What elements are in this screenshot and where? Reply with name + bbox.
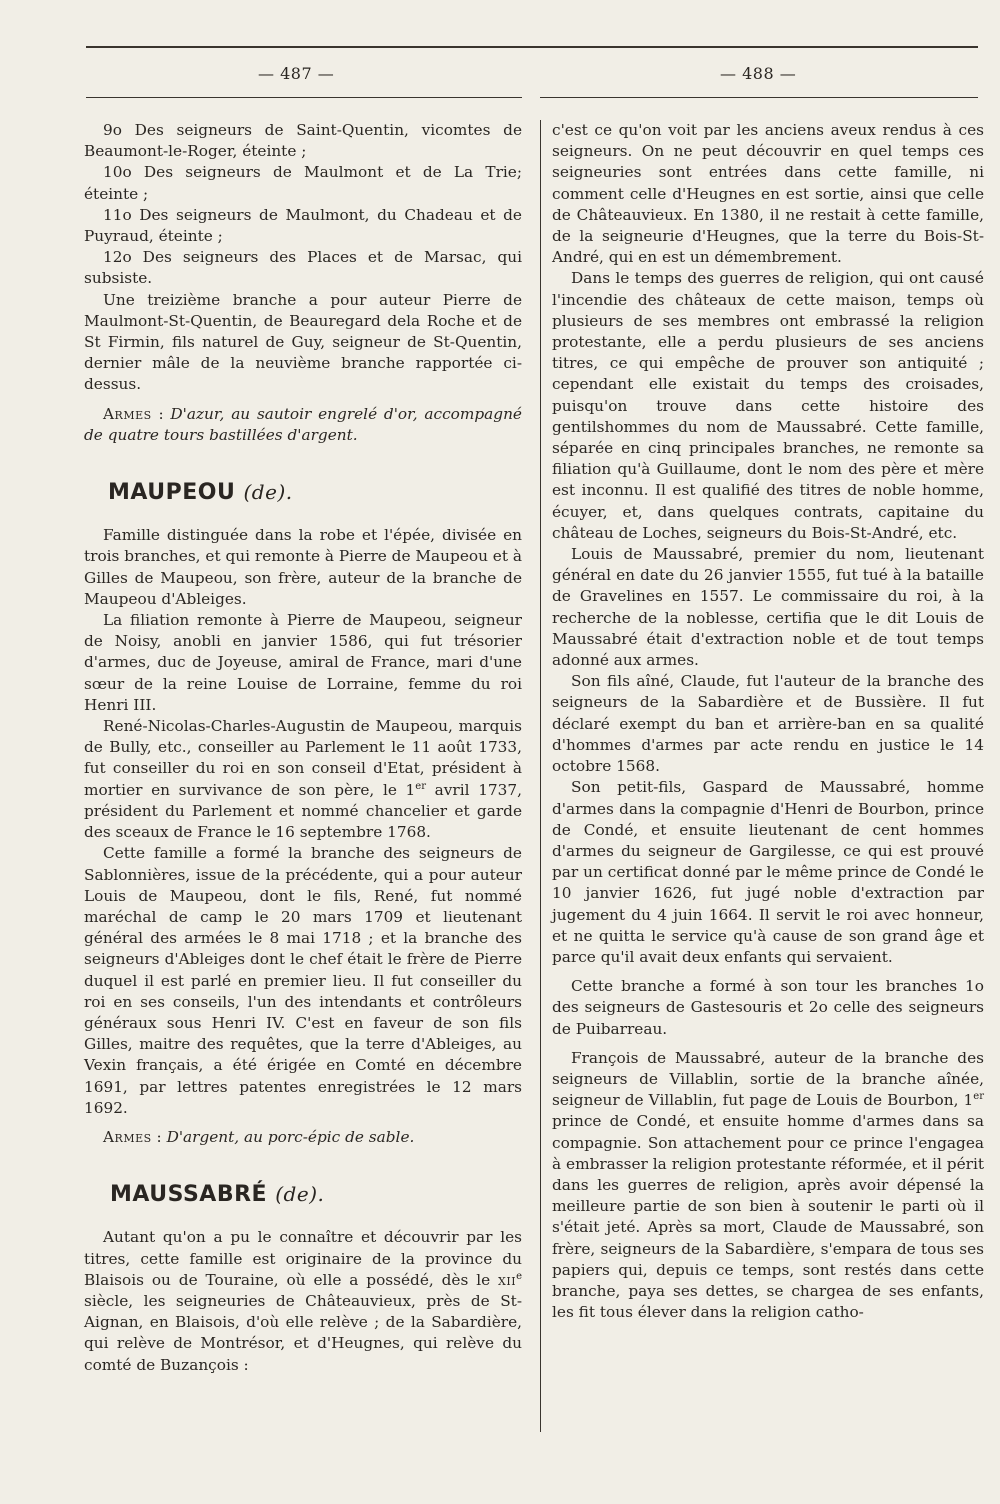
arms-label: Armes (103, 1127, 152, 1146)
arms-saint-quentin: Armes : D'azur, au sautoir engrelé d'or, accompagné de quatre tours bastillées d'argent. (84, 404, 522, 444)
right-page-number: — 488 — (720, 64, 797, 83)
branch-12: 12o Des seigneurs des Places et de Marsac, qui subsiste. (84, 248, 522, 288)
maupeou-de: (de). (243, 480, 293, 505)
maupeou-para-2: La filiation remonte à Pierre de Maupeou, seigneur de Noisy, anobli en janvier 1586, qui fut trésorier d'armes, duc de Joyeuse, amiral de France, mari d'une sœur de la reine Louise de Lorraine, femme du roi Henri III. (84, 611, 522, 714)
right-para-7: François de Maussabré, auteur de la branche des seigneurs de Villablin, sortie de la branche aînée, seigneur de Villablin, fut page de Louis de Bourbon, 1er prince de Condé, et ensuite homme d'armes dans sa compagnie. Son attachement pour ce prince l'engagea à embrasser la religion protestante réformée, et il périt dans les guerres de religion, après avoir dépensé la meilleure partie de son bien à soutenir le parti où il s'était jeté. Après sa mort, Claude de Maussabré, son frère, seigneurs de la Sabardière, s'empara de tous ses papiers qui, depuis ce temps, sont restés dans cette branche, paya ses dettes, se chargea de ses enfants, les fit tous élever dans la religion catho- (552, 1048, 984, 1322)
top-rule (86, 46, 978, 48)
maussabre-para-1: Autant qu'on a pu le connaître et découvrir par les titres, cette famille est originaire de la province du Blaisois ou de Touraine, où elle a possédé, dès le xii$^e$ siècle, les seigneuries de Châteauvieux, près de St-Aignan, en Blaisois, d'où elle relève ; de la Sabardière, qui relève de Montrésor, et d'Heugnes, qui relève du comté de Buzançois : (84, 1228, 522, 1374)
right-para-2: Dans le temps des guerres de religion, qui ont causé l'incendie des châteaux de cette maison, temps où plusieurs de ses membres ont embrassé la religion protestante, elle a perdu plusieurs de ses anciens titres, ce qui empêche de prouver son antiquité ; cependant elle existait du temps des croisades, puisqu'on trouve dans cette histoire des gentilshommes du nom de Maussabré. Cette famille, séparée en cinq principales branches, ne remonte sa filiation qu'à Guillaume, dont le nom des père et mère est inconnu. Il est qualifié des titres de noble homme, écuyer, et, dans quelques contrats, capitaine du château de Loches, seigneurs du Bois-St-André, etc. (552, 269, 984, 542)
arms-label: Armes (103, 404, 152, 423)
branch-10: 10o Des seigneurs de Maulmont et de La Trie; éteinte ; (84, 163, 522, 203)
maupeou-heading (84, 480, 522, 506)
left-column (84, 120, 522, 1376)
maussabre-de: (de). (275, 1182, 325, 1207)
branch-11: 11o Des seigneurs de Maulmont, du Chadeau et de Puyraud, éteinte ; (84, 205, 522, 246)
right-para-3: Louis de Maussabré, premier du nom, lieutenant général en date du 26 janvier 1555, fut tué à la bataille de Gravelines en 1557. Le commissaire du roi, à la recherche de la noblesse, certifia que le dit Louis de Maussabré était d'extraction noble et de tout temps adonné aux armes. (552, 545, 984, 670)
right-para-6: Cette branche a formé à son tour les branches 1o des seigneurs de Gastesouris et 2o celle des seigneurs de Puibarreau. (552, 977, 984, 1038)
arms-text: D'argent, au porc-épic de sable. (166, 1127, 415, 1146)
maussabre-heading (84, 1182, 522, 1208)
column-separator (540, 120, 541, 1432)
branch-13: Une treizième branche a pour auteur Pierre de Maulmont-St-Quentin, de Beauregard dela Roche et de St Firmin, fils naturel de Guy, seigneur de St-Quentin, dernier mâle de la neuvième branche rapportée ci-dessus. (84, 290, 522, 394)
maupeou-title: MAUPEOU (108, 480, 236, 506)
arms-text: D'azur, au sautoir engrelé d'or, accompagné de quatre tours bastillées d'argent. (84, 404, 522, 444)
branch-9: 9o Des seigneurs de Saint-Quentin, vicomtes de Beaumont-le-Roger, éteinte ; (84, 121, 522, 161)
maupeou-para-3: René-Nicolas-Charles-Augustin de Maupeou, marquis de Bully, etc., conseiller au Parlement le 11 août 1733, fut conseiller du roi en son conseil d'Etat, président à mortier en survivance de son père, le 1er avril 1737, président du Parlement et nommé chancelier et garde des sceaux de France le 16 septembre 1768. (84, 717, 522, 842)
maussabre-title: MAUSSABRÉ (110, 1182, 268, 1208)
right-header-rule (540, 97, 978, 98)
right-para-5: Son petit-fils, Gaspard de Maussabré, homme d'armes dans la compagnie d'Henri de Bourbon, prince de Condé, et ensuite lieutenant de cent hommes d'armes du seigneur de Gargilesse, ce qui est prouvé par un certificat donné par le même prince de Condé le 10 janvier 1626, fut jugé noble d'extraction par jugement du 4 juin 1664. Il servit le roi avec honneur, et ne quitta le service qu'à cause de son grand âge et parce qu'il avait deux enfants qui servaient. (552, 778, 984, 966)
maupeou-para-1: Famille distinguée dans la robe et l'épée, divisée en trois branches, et qui remonte à Pierre de Maupeou et à Gilles de Maupeou, son frère, auteur de la branche de Maupeou d'Ableiges. (84, 526, 522, 608)
right-column (552, 120, 984, 1323)
right-para-4: Son fils aîné, Claude, fut l'auteur de la branche des seigneurs de la Sabardière et de Bussière. Il fut déclaré exempt du ban et arrière-ban en sa qualité d'hommes d'armes par acte rendu en justice le 14 octobre 1568. (552, 672, 984, 776)
left-header-rule (86, 97, 522, 98)
left-page-number: — 487 — (258, 64, 335, 83)
maupeou-para-4: Cette famille a formé la branche des seigneurs de Sablonnières, issue de la précédente, qui a pour auteur Louis de Maupeou, dont le fils, René, fut nommé maréchal de camp le 20 mars 1709 et lieutenant général des armées le 8 mai 1718 ; et la branche des seigneurs d'Ableiges dont le chef était le frère de Pierre duquel il est parlé en premier lieu. Il fut conseiller du roi en ses conseils, l'un des intendants et contrôleurs généraux sous Henri IV. C'est en faveur de son fils Gilles, maitre des requêtes, que la terre d'Ableiges, au Vexin français, a été érigée en Comté en décembre 1691, par lettres patentes enregistrées le 12 mars 1692. (84, 844, 522, 1117)
right-para-1: c'est ce qu'on voit par les anciens aveux rendus à ces seigneurs. On ne peut découvrir en quel temps ces seigneuries sont entrées dans cette famille, ni comment celle d'Heugnes en est sortie, ainsi que celle de Châteauvieux. En 1380, il ne restait à cette famille, de la seigneurie d'Heugnes, que la terre du Bois-St-André, qui en est un démembrement. (552, 121, 984, 267)
arms-maupeou: Armes : D'argent, au porc-épic de sable. (103, 1127, 415, 1146)
